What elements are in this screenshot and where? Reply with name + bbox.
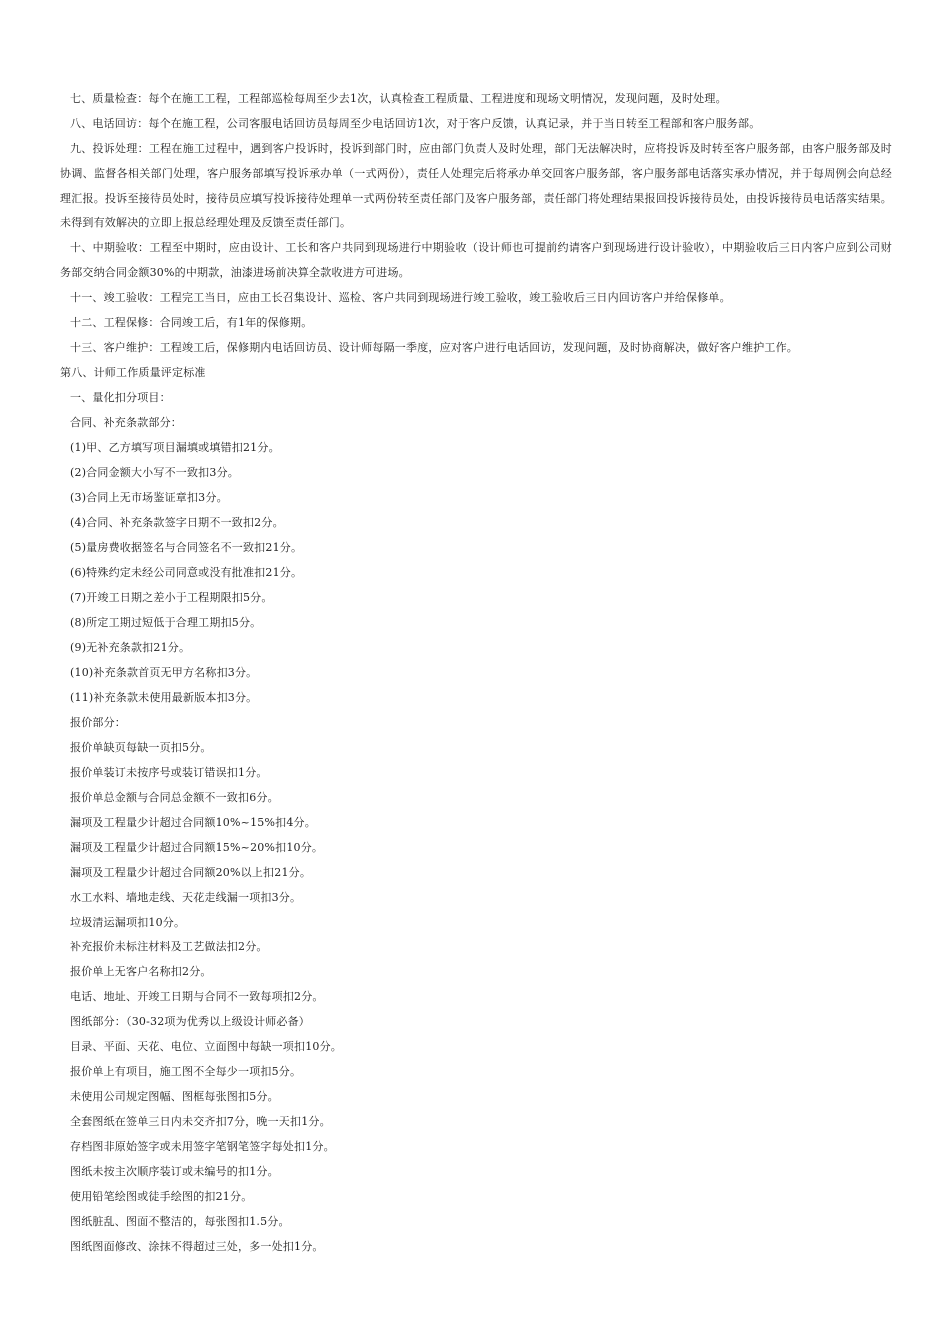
text-line: 图纸部分：（30-32项为优秀以上级设计师必备） (70, 1015, 311, 1028)
text-line: 全套图纸在签单三日内未交齐扣7分，晚一天扣1分。 (70, 1115, 331, 1128)
text-line: 十二、工程保修：合同竣工后，有1年的保修期。 (70, 316, 313, 329)
text-line: 报价单缺页每缺一页扣5分。 (70, 741, 212, 754)
text-line: 存档图非原始签字或未用签字笔钢笔签字每处扣1分。 (70, 1140, 335, 1153)
text-line: (9)无补充条款扣21分。 (70, 641, 191, 654)
text-line: (8)所定工期过短低于合理工期扣5分。 (70, 616, 262, 629)
paragraph-complaint-handling: 九、投诉处理：工程在施工过程中，遇到客户投诉时，投诉到部门时，应由部门负责人及时处理，部门无法解决时，应将投诉及时转至客户服务部，由客户服务部及时协调、监督各相关部门处理，客户服务部填写投诉承办单（一式两份），责任人处理完后将承办单交回客户服务部，客户服务部电话落实承办情况，并于每周例会向总经理汇报。投诉至接待员处时，接待员应填写投诉接待处理单一式两份转至责任部门及客户服务部，责任部门将处理结果报回投诉接待员处，由投诉接待员电话落实结果。未得到有效解决的立即上报总经理处理及反馈至责任部门。 (60, 142, 892, 230)
text-line: 报价单装订未按序号或装订错误扣1分。 (70, 766, 268, 779)
text-line: 电话、地址、开竣工日期与合同不一致每项扣2分。 (70, 990, 324, 1003)
text-line: (3)合同上无市场鉴证章扣3分。 (70, 491, 228, 504)
text-line: 报价部分： (70, 716, 126, 729)
text-line: 图纸未按主次顺序装订或未编号的扣1分。 (70, 1165, 279, 1178)
text-line: 报价单上无客户名称扣2分。 (70, 965, 212, 978)
text-line: 未使用公司规定图幅、图框每张图扣5分。 (70, 1090, 279, 1103)
text-line: (4)合同、补充条款签字日期不一致扣2分。 (70, 516, 284, 529)
text-line: (6)特殊约定未经公司同意或没有批准扣21分。 (70, 566, 303, 579)
text-line: 补充报价未标注材料及工艺做法扣2分。 (70, 940, 268, 953)
text-line: 水工水料、墙地走线、天花走线漏一项扣3分。 (70, 891, 302, 904)
text-line: (2)合同金额大小写不一致扣3分。 (70, 466, 239, 479)
text-line: (7)开竣工日期之差小于工程期限扣5分。 (70, 591, 273, 604)
text-line: 图纸图面修改、涂抹不得超过三处，多一处扣1分。 (70, 1240, 324, 1253)
text-line: 漏项及工程量少计超过合同额15%~20%扣10分。 (70, 841, 324, 854)
text-line: 图纸脏乱、图面不整洁的，每张图扣1.5分。 (70, 1215, 290, 1228)
text-line: 目录、平面、天花、电位、立面图中每缺一项扣10分。 (70, 1040, 342, 1053)
text-line: 报价单上有项目，施工图不全每少一项扣5分。 (70, 1065, 302, 1078)
text-line: (5)量房费收据签名与合同签名不一致扣21分。 (70, 541, 303, 554)
section-heading: 第八、计师工作质量评定标准 (60, 366, 206, 379)
text-line: (11)补充条款未使用最新版本扣3分。 (70, 691, 258, 704)
text-line: 一、量化扣分项目： (70, 391, 171, 404)
text-line: 报价单总金额与合同总金额不一致扣6分。 (70, 791, 279, 804)
text-line: (1)甲、乙方填写项目漏填或填错扣21分。 (70, 441, 280, 454)
text-line: 十三、客户维护：工程竣工后，保修期内电话回访员、设计师每隔一季度，应对客户进行电话回访，发现问题，及时协商解决，做好客户维护工作。 (70, 341, 798, 354)
text-line: 合同、补充条款部分： (70, 416, 182, 429)
text-line: (10)补充条款首页无甲方名称扣3分。 (70, 666, 258, 679)
text-line: 十一、竣工验收：工程完工当日，应由工长召集设计、巡检、客户共同到现场进行竣工验收，竣工验收后三日内回访客户并给保修单。 (70, 291, 731, 304)
paragraph-quality-check: 七、质量检查：每个在施工工程，工程部巡检每周至少去1次，认真检查工程质量、工程进度和现场文明情况，发现问题，及时处理。 (70, 92, 727, 105)
text-line: 漏项及工程量少计超过合同额20%以上扣21分。 (70, 866, 312, 879)
text-line: 使用铅笔绘图或徒手绘图的扣21分。 (70, 1190, 253, 1203)
paragraph-midterm-acceptance: 十、中期验收：工程至中期时，应由设计、工长和客户共同到现场进行中期验收（设计师也可提前约请客户到现场进行设计验收），中期验收后三日内客户应到公司财务部交纳合同金额30%的中期款，油漆进场前决算全款收进方可进场。 (60, 241, 892, 279)
text-line: 垃圾清运漏项扣10分。 (70, 916, 186, 929)
text-line: 漏项及工程量少计超过合同额10%~15%扣4分。 (70, 816, 316, 829)
paragraph-phone-followup: 八、电话回访：每个在施工程，公司客服电话回访员每周至少电话回访1次，对于客户反馈，认真记录，并于当日转至工程部和客户服务部。 (70, 117, 761, 130)
